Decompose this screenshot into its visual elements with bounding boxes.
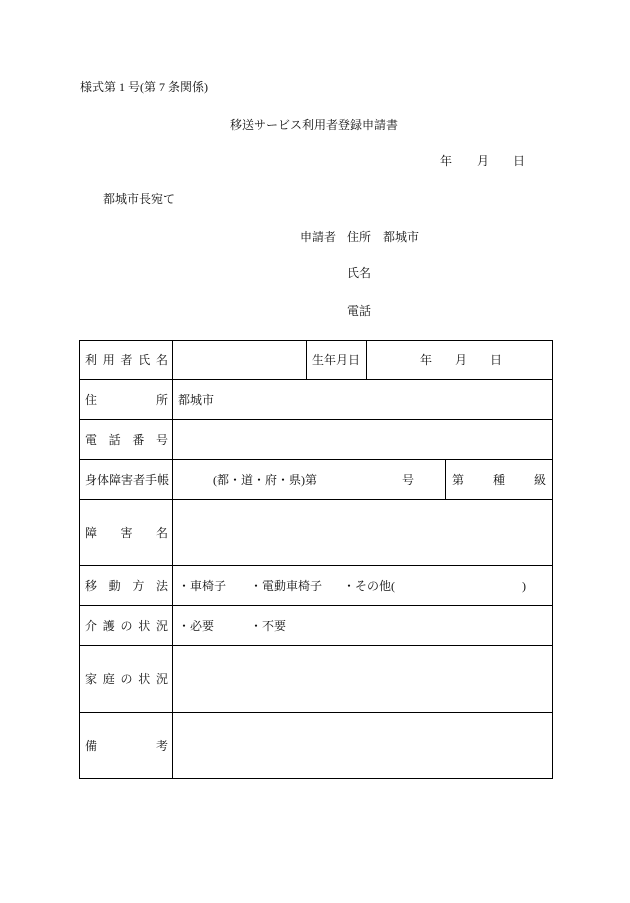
addressee: 都城市長宛て bbox=[103, 192, 176, 206]
grade-prefix: 第 bbox=[452, 472, 465, 487]
label-char: 害 bbox=[120, 525, 133, 540]
mobility-field bbox=[173, 566, 552, 605]
label-char: 利 bbox=[85, 353, 98, 367]
form-title: 移送サービス利用者登録申請書 bbox=[230, 118, 399, 132]
label-char: 介 bbox=[85, 618, 98, 633]
label-char: 家 bbox=[85, 672, 98, 686]
user-name-label-cell bbox=[80, 341, 173, 379]
label-char: 者 bbox=[120, 353, 133, 367]
family-field bbox=[173, 646, 552, 712]
date-month-label: 月 bbox=[477, 154, 490, 168]
applicant-address-value: 都城市 bbox=[383, 230, 420, 244]
address-value: 都城市 bbox=[178, 392, 215, 407]
care-option-needed: ・必要 bbox=[178, 618, 215, 633]
label-char: 備 bbox=[85, 738, 98, 753]
label-char: 名 bbox=[155, 525, 168, 540]
label-char: 帳 bbox=[157, 472, 170, 487]
address-label-cell bbox=[80, 380, 173, 419]
table-row-mobility bbox=[80, 566, 552, 606]
mobility-label bbox=[85, 579, 168, 593]
handbook-number-field bbox=[173, 460, 446, 499]
disability-label-cell bbox=[80, 500, 173, 565]
table-row-disability bbox=[80, 500, 552, 566]
care-option-not-needed: ・不要 bbox=[250, 618, 287, 633]
registration-table bbox=[79, 340, 553, 779]
address-label bbox=[85, 393, 168, 407]
label-char: 番 bbox=[132, 432, 145, 447]
table-row-user-name bbox=[80, 341, 552, 380]
mobility-label-cell bbox=[80, 566, 173, 605]
user-name-label bbox=[85, 353, 168, 367]
mobility-option-wheelchair: ・車椅子 bbox=[178, 578, 227, 593]
mobility-option-electric-wheelchair: ・電動車椅子 bbox=[250, 578, 323, 593]
label-char: 法 bbox=[155, 578, 168, 593]
form-number: 様式第 1 号(第 7 条関係) bbox=[80, 80, 208, 94]
label-char: 名 bbox=[155, 353, 168, 367]
label-char: 方 bbox=[132, 578, 145, 593]
table-row-phone bbox=[80, 420, 552, 460]
user-name-field bbox=[173, 341, 307, 379]
label-char: 電 bbox=[85, 432, 98, 447]
label-char: 移 bbox=[85, 578, 98, 593]
handbook-number-suffix: 号 bbox=[402, 472, 415, 487]
care-label bbox=[85, 619, 168, 633]
table-row-handbook bbox=[80, 460, 552, 500]
label-char: 手 bbox=[145, 472, 158, 487]
handbook-issuer: (都・道・府・県)第 bbox=[213, 472, 317, 487]
applicant-phone-label: 電話 bbox=[347, 304, 372, 318]
birthdate-day-label: 日 bbox=[490, 353, 503, 367]
date-year-label: 年 bbox=[440, 154, 453, 168]
label-char: 況 bbox=[155, 672, 168, 686]
birthdate-month-label: 月 bbox=[455, 353, 468, 367]
label-char: 氏 bbox=[138, 353, 151, 367]
label-char: 動 bbox=[108, 578, 121, 593]
applicant-address-label: 住所 bbox=[347, 230, 372, 244]
handbook-label-cell bbox=[80, 460, 173, 499]
date-day-label: 日 bbox=[513, 154, 526, 168]
label-char: 庭 bbox=[102, 672, 115, 686]
remarks-field bbox=[173, 713, 552, 778]
handbook-label bbox=[85, 473, 168, 487]
phone-label-cell bbox=[80, 420, 173, 459]
label-char: 身 bbox=[85, 472, 98, 487]
table-row-remarks bbox=[80, 713, 552, 778]
grade-type: 種 bbox=[492, 472, 505, 487]
remarks-label-cell bbox=[80, 713, 173, 778]
label-char: 所 bbox=[155, 392, 168, 407]
label-char: 住 bbox=[85, 392, 98, 407]
handbook-grade bbox=[452, 473, 546, 487]
birthdate-label: 生年月日 bbox=[312, 353, 361, 367]
handbook-grade-field bbox=[446, 460, 552, 499]
label-char: 状 bbox=[138, 672, 151, 686]
label-char: 用 bbox=[102, 353, 115, 367]
label-char: 害 bbox=[121, 472, 134, 487]
disability-field bbox=[173, 500, 552, 565]
label-char: 者 bbox=[133, 472, 146, 487]
birthdate-field bbox=[367, 341, 552, 379]
applicant-label: 申請者 bbox=[300, 230, 337, 244]
label-char: 状 bbox=[138, 618, 151, 633]
label-char: 話 bbox=[108, 432, 121, 447]
grade-level: 級 bbox=[533, 472, 546, 487]
label-char: 況 bbox=[155, 618, 168, 633]
care-label-cell bbox=[80, 606, 173, 645]
remarks-label bbox=[85, 739, 168, 753]
address-field bbox=[173, 380, 552, 419]
care-field bbox=[173, 606, 552, 645]
label-char: の bbox=[120, 618, 133, 633]
mobility-option-other: ・その他( bbox=[343, 578, 395, 593]
label-char: 考 bbox=[155, 738, 168, 753]
family-label-cell bbox=[80, 646, 173, 712]
label-char: 号 bbox=[155, 432, 168, 447]
label-char: 障 bbox=[109, 472, 122, 487]
phone-label bbox=[85, 433, 168, 447]
label-char: 体 bbox=[97, 472, 110, 487]
birthdate-label-cell bbox=[307, 341, 367, 379]
birthdate-year-label: 年 bbox=[420, 353, 433, 367]
label-char: の bbox=[120, 672, 133, 686]
table-row-family bbox=[80, 646, 552, 713]
disability-label bbox=[85, 526, 168, 540]
phone-field bbox=[173, 420, 552, 459]
label-char: 護 bbox=[102, 618, 115, 633]
table-row-care bbox=[80, 606, 552, 646]
applicant-name-label: 氏名 bbox=[347, 266, 372, 280]
mobility-option-other-close: ) bbox=[522, 578, 526, 593]
label-char: 障 bbox=[85, 525, 98, 540]
family-label bbox=[85, 672, 168, 686]
table-row-address bbox=[80, 380, 552, 420]
